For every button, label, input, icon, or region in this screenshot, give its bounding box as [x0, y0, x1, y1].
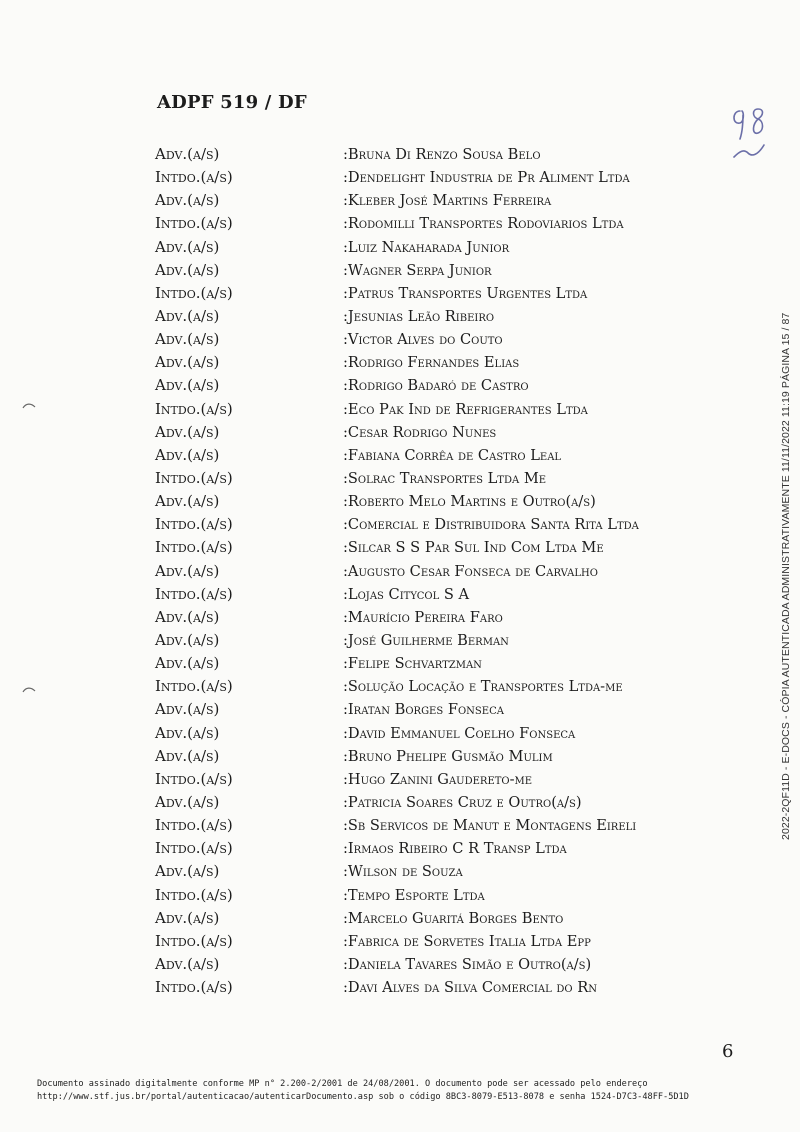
party-name: :Iratan Borges Fonseca [343, 701, 504, 719]
party-row [155, 444, 775, 467]
party-role: Adv.(a/s) [155, 376, 220, 395]
party-role: Intdo.(a/s) [155, 214, 233, 233]
party-row [155, 907, 775, 930]
punch-hole-mark-icon [22, 686, 36, 694]
party-name: :Wilson de Souza [343, 863, 463, 881]
party-row [155, 490, 775, 513]
page-number: 6 [722, 1041, 734, 1062]
party-name: :Fabiana Corrêa de Castro Leal [343, 446, 562, 464]
party-row [155, 606, 775, 629]
party-name: :Solrac Transportes Ltda Me [343, 469, 547, 487]
party-name: :Felipe Schvartzman [343, 655, 482, 673]
party-role: Adv.(a/s) [155, 700, 220, 719]
party-role: Adv.(a/s) [155, 723, 220, 742]
party-name: :Solução Locação e Transportes Ltda-me [343, 678, 623, 696]
party-row [155, 328, 775, 351]
party-role: Adv.(a/s) [155, 445, 220, 464]
party-name: :Jesunias Leão Ribeiro [343, 307, 495, 325]
party-row [155, 698, 775, 721]
party-row [155, 259, 775, 282]
party-name: :Patricia Soares Cruz e Outro(a/s) [343, 793, 582, 811]
party-name: :Irmaos Ribeiro C R Transp Ltda [343, 840, 567, 858]
party-row [155, 166, 775, 189]
party-name: :Eco Pak Ind de Refrigerantes Ltda [343, 400, 588, 418]
party-row [155, 629, 775, 652]
party-row [155, 536, 775, 559]
party-role: Adv.(a/s) [155, 353, 220, 372]
party-name: :Sb Servicos de Manut e Montagens Eireli [343, 817, 637, 835]
party-name: :José Guilherme Berman [343, 631, 509, 649]
party-row [155, 398, 775, 421]
party-name: :Cesar Rodrigo Nunes [343, 423, 497, 441]
party-row [155, 421, 775, 444]
party-role: Adv.(a/s) [155, 792, 220, 811]
party-row [155, 953, 775, 976]
party-name: :Bruno Phelipe Gusmão Mulim [343, 747, 553, 765]
party-name: :Hugo Zanini Gaudereto-me [343, 770, 533, 788]
party-name: :Comercial e Distribuidora Santa Rita Ltda [343, 516, 639, 534]
party-role: Intdo.(a/s) [155, 885, 233, 904]
party-row [155, 722, 775, 745]
party-role: Intdo.(a/s) [155, 538, 233, 557]
party-name: :Luiz Nakaharada Junior [343, 238, 510, 256]
party-role: Adv.(a/s) [155, 306, 220, 325]
party-role: Adv.(a/s) [155, 908, 220, 927]
party-row [155, 814, 775, 837]
party-role: Adv.(a/s) [155, 954, 220, 973]
footer-line-2: http://www.stf.jus.br/portal/autenticacao/autenticarDocumento.asp sob o código 8BC3-8079-E513-8078 e senha 1524-D7C3-48FF-5D1D [37, 1092, 689, 1102]
party-role: Adv.(a/s) [155, 260, 220, 279]
party-row [155, 583, 775, 606]
party-name: :Rodrigo Fernandes Elias [343, 354, 520, 372]
party-row [155, 513, 775, 536]
party-role: Adv.(a/s) [155, 746, 220, 765]
party-role: Intdo.(a/s) [155, 677, 233, 696]
digital-signature-footer [37, 1078, 689, 1104]
party-role: Adv.(a/s) [155, 561, 220, 580]
party-name: :Rodomilli Transportes Rodoviarios Ltda [343, 215, 624, 233]
party-role: Adv.(a/s) [155, 422, 220, 441]
party-row [155, 930, 775, 953]
party-name: :Patrus Transportes Urgentes Ltda [343, 284, 588, 302]
party-name: :Augusto Cesar Fonseca de Carvalho [343, 562, 598, 580]
party-name: :Davi Alves da Silva Comercial do Rn [343, 979, 597, 997]
party-name: :Daniela Tavares Simão e Outro(a/s) [343, 955, 592, 973]
party-role: Adv.(a/s) [155, 607, 220, 626]
party-role: Intdo.(a/s) [155, 468, 233, 487]
party-role: Intdo.(a/s) [155, 931, 233, 950]
party-role: Intdo.(a/s) [155, 769, 233, 788]
party-row [155, 236, 775, 259]
party-row [155, 675, 775, 698]
party-name: :Kleber José Martins Ferreira [343, 192, 552, 210]
party-row [155, 745, 775, 768]
party-role: Adv.(a/s) [155, 862, 220, 881]
party-row [155, 143, 775, 166]
party-name: :Wagner Serpa Junior [343, 261, 492, 279]
party-row [155, 860, 775, 883]
party-name: :Maurício Pereira Faro [343, 608, 503, 626]
party-name: :Marcelo Guaritá Borges Bento [343, 909, 564, 927]
party-role: Adv.(a/s) [155, 191, 220, 210]
party-role: Intdo.(a/s) [155, 816, 233, 835]
party-role: Adv.(a/s) [155, 654, 220, 673]
party-row [155, 791, 775, 814]
footer-line-1: Documento assinado digitalmente conforme MP n° 2.200-2/2001 de 24/08/2001. O documento pode ser acessado pelo endereço [37, 1079, 648, 1089]
party-name: :Rodrigo Badaró de Castro [343, 377, 529, 395]
punch-hole-mark-icon [22, 402, 36, 410]
party-role: Intdo.(a/s) [155, 168, 233, 187]
party-role: Adv.(a/s) [155, 330, 220, 349]
party-row [155, 560, 775, 583]
party-name: :Victor Alves do Couto [343, 331, 503, 349]
party-row [155, 884, 775, 907]
party-row [155, 189, 775, 212]
party-role: Adv.(a/s) [155, 630, 220, 649]
party-role: Intdo.(a/s) [155, 978, 233, 997]
case-heading: ADPF 519 / DF [157, 92, 307, 113]
party-role: Adv.(a/s) [155, 237, 220, 256]
party-name: :David Emmanuel Coelho Fonseca [343, 724, 576, 742]
party-name: :Roberto Melo Martins e Outro(a/s) [343, 493, 596, 511]
authentication-side-stamp: 2022-2QF11D - E-DOCS - CÓPIA AUTENTICADA ADMINISTRATIVAMENTE 11/11/2022 11:19 PÁGINA 15 / 87 [780, 312, 792, 840]
party-role: Adv.(a/s) [155, 492, 220, 511]
party-role: Intdo.(a/s) [155, 283, 233, 302]
party-row [155, 768, 775, 791]
party-row [155, 351, 775, 374]
party-role: Intdo.(a/s) [155, 839, 233, 858]
party-row [155, 374, 775, 397]
party-role: Adv.(a/s) [155, 145, 220, 163]
party-row [155, 976, 775, 999]
party-name: :Silcar S S Par Sul Ind Com Ltda Me [343, 539, 604, 557]
party-role: Intdo.(a/s) [155, 399, 233, 418]
party-row [155, 652, 775, 675]
party-role: Intdo.(a/s) [155, 515, 233, 534]
parties-list [155, 143, 775, 999]
party-name: :Lojas Citycol S A [343, 585, 470, 603]
party-row [155, 212, 775, 235]
party-row [155, 305, 775, 328]
party-name: :Dendelight Industria de Pr Aliment Ltda [343, 169, 630, 187]
party-row [155, 467, 775, 490]
party-name: :Tempo Esporte Ltda [343, 886, 485, 904]
party-role: Intdo.(a/s) [155, 584, 233, 603]
party-row [155, 837, 775, 860]
party-name: :Bruna Di Renzo Sousa Belo [343, 146, 541, 163]
party-row [155, 282, 775, 305]
party-name: :Fabrica de Sorvetes Italia Ltda Epp [343, 932, 591, 950]
